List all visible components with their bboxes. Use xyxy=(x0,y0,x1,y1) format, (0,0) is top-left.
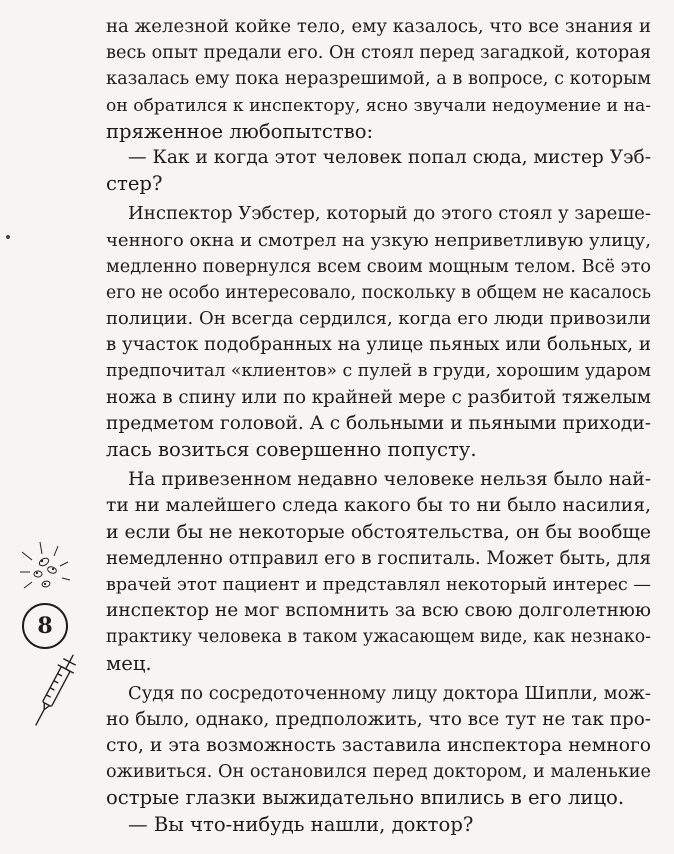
text-line: инспектор не мог вспомнить за всю свою долголетнюю xyxy=(106,600,651,622)
text-line: стер? xyxy=(106,172,163,196)
text-line: оживиться. Он остановился перед доктором, и маленькие xyxy=(106,762,651,783)
body-text xyxy=(106,14,651,838)
paragraph-6 xyxy=(106,812,651,838)
text-line: предпочитал «клиентов» с пулей в груди, хорошим ударом xyxy=(106,361,651,382)
text-line: Судя по сосредоточенному лицу доктора Шипли, мож- xyxy=(128,682,651,704)
text-line: казалась ему пока неразрешимой, а в вопросе, с которым xyxy=(106,69,651,90)
text-line: пряженное любопытство: xyxy=(106,119,374,143)
syringe-icon xyxy=(28,650,80,732)
text-line: на железной койке тело, ему казалось, что все знания и xyxy=(106,16,651,37)
text-line: немедленно отправил его в госпиталь. Может быть, для xyxy=(106,547,651,569)
pills-sparkle-icon xyxy=(18,540,78,602)
text-line: и если бы не некоторые обстоятельства, он бы вообще xyxy=(106,521,651,543)
paragraph-3 xyxy=(106,201,651,463)
text-line: практику человека в таком ужасающем виде, как незнако- xyxy=(106,627,651,648)
text-line: — Вы что-нибудь нашли, доктор? xyxy=(128,812,474,836)
text-line: предметом головой. А с больными и пьяными приходи- xyxy=(106,412,652,434)
text-line: — Как и когда этот человек попал сюда, мистер Уэб- xyxy=(128,146,651,168)
text-line: медленно повернулся всем своим мощным телом. Всё это xyxy=(106,256,651,277)
paragraph-5 xyxy=(106,681,651,812)
text-line: он обратился к инспектору, ясно звучали недоумение и на- xyxy=(106,95,651,116)
text-line: ти ни малейшего следа какого бы то ни было насилия, xyxy=(106,495,651,517)
text-line: ножа в спину или по крайней мере с разбитой тяжелым xyxy=(106,386,651,408)
text-line: в участок подобранных на улице пьяных или больных, и xyxy=(106,334,651,356)
text-line: весь опыт предали его. Он стоял перед загадкой, которая xyxy=(106,43,651,64)
text-line: сто, и эта возможность заставила инспектора немного xyxy=(106,735,651,757)
text-line: но было, однако, предположить, что все тут не так про- xyxy=(106,708,651,730)
text-line: его не особо интересовало, поскольку в общем не касалось xyxy=(106,282,652,303)
paragraph-2 xyxy=(106,145,651,197)
text-line: полиции. Он всегда сердился, когда его люди привозили xyxy=(106,308,651,330)
text-line: мец. xyxy=(106,651,152,675)
paragraph-1 xyxy=(106,14,651,145)
text-line: острые глазки выжидательно впились в его лицо. xyxy=(106,786,625,810)
text-line: Инспектор Уэбстер, который до этого стоял у зареше- xyxy=(128,203,651,225)
text-line: ченного окна и смотрел на узкую неприветливую улицу, xyxy=(106,229,651,251)
paragraph-4 xyxy=(106,467,651,677)
text-line: врачей этот пациент и представлял некоторый интерес — xyxy=(106,574,651,595)
page-number-text: 8 xyxy=(37,613,53,639)
text-line: лась возиться совершенно попусту. xyxy=(106,438,477,461)
page-number xyxy=(22,603,68,649)
speck-mark xyxy=(4,233,12,241)
text-line: На привезенном недавно человеке нельзя было най- xyxy=(128,469,652,491)
